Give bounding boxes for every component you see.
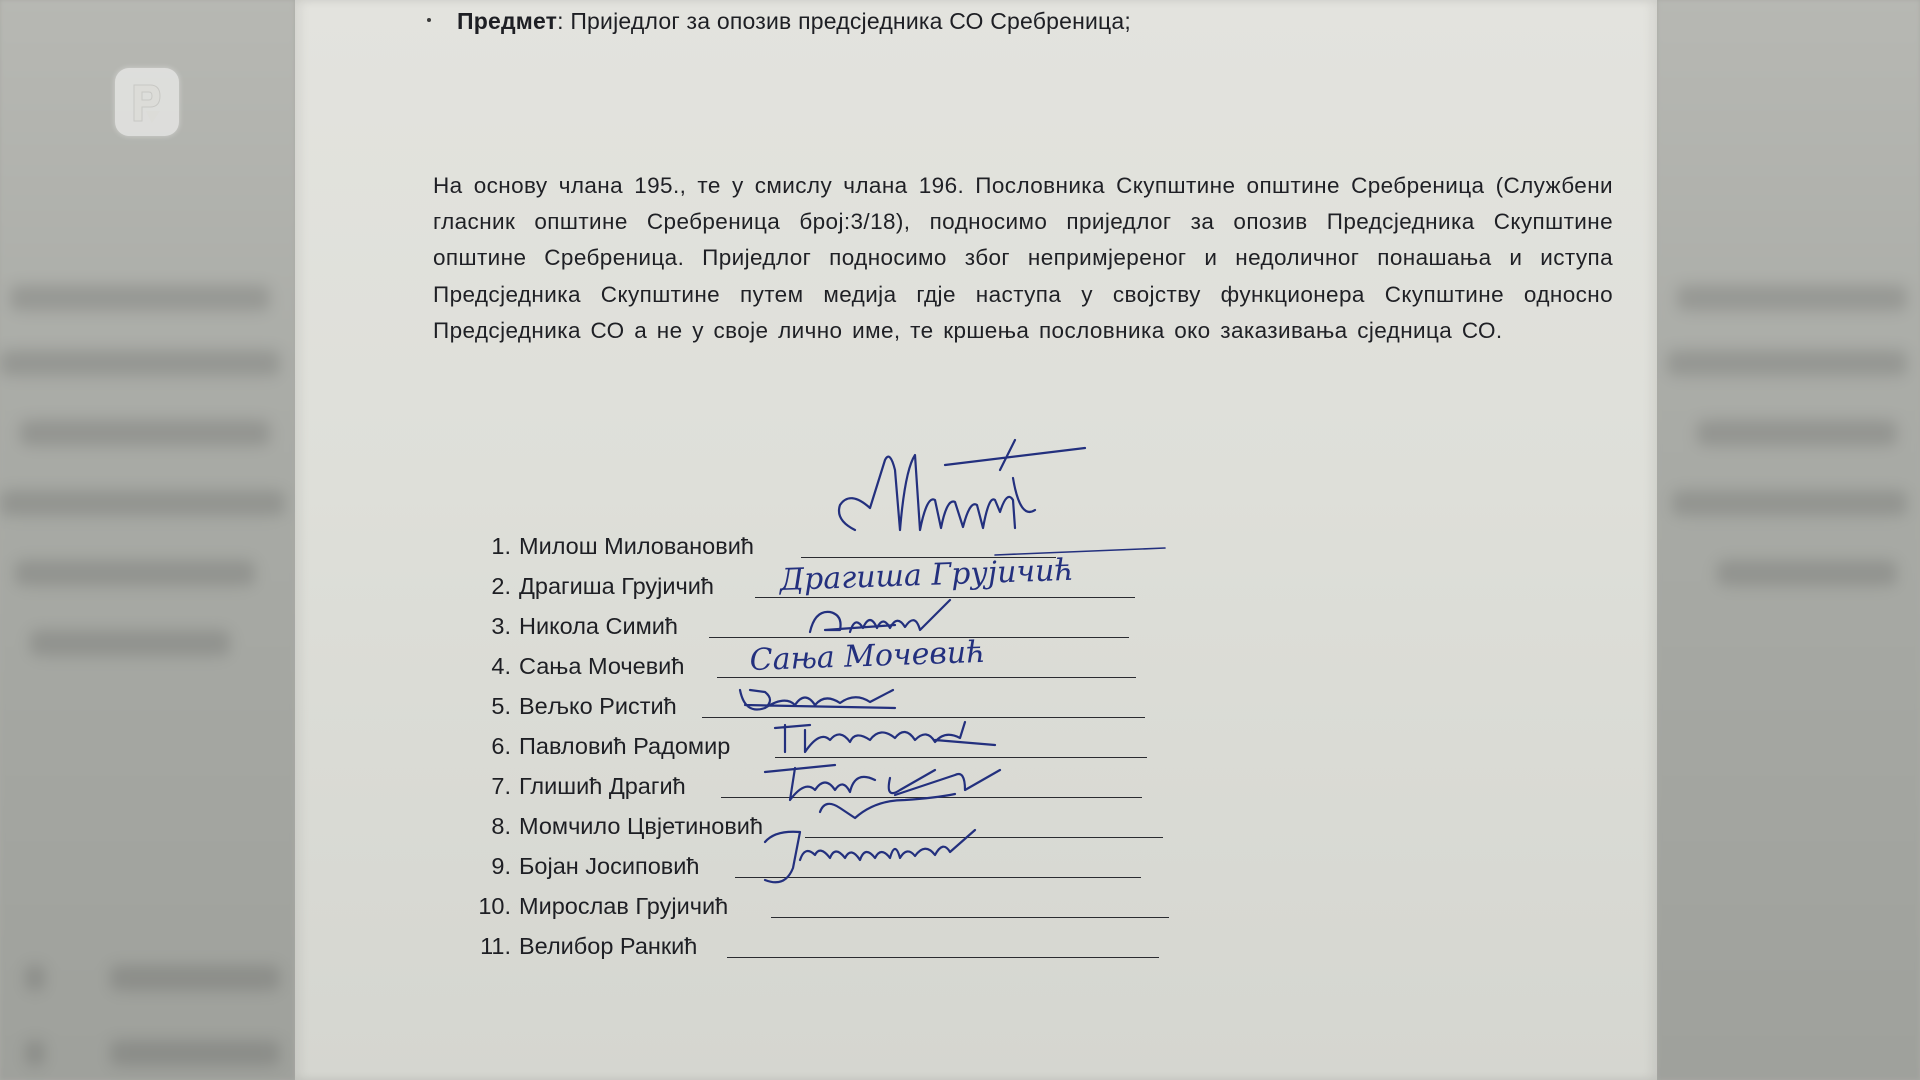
signature-line [801, 557, 1056, 558]
list-number: 8. [491, 813, 511, 839]
signatory-name: Драгиша Грујичић [519, 573, 714, 599]
list-number: 7. [491, 773, 511, 799]
blurred-background-right [1657, 0, 1920, 1080]
list-number: 1. [491, 533, 511, 559]
signature-line [771, 917, 1169, 918]
signatory-name: Никола Симић [519, 613, 678, 639]
signatory-name: Велибор Ранкић [519, 933, 698, 959]
signatory-name: Момчило Цвјетиновић [519, 813, 764, 839]
list-number: 2. [491, 573, 511, 599]
signature-line [727, 957, 1159, 958]
list-number: 4. [491, 653, 511, 679]
signature-line [721, 797, 1142, 798]
signature-line [755, 597, 1135, 598]
list-number: 11. [480, 933, 511, 959]
signatory-list [295, 0, 1657, 1080]
list-number: 6. [491, 733, 511, 759]
signature-line [709, 637, 1129, 638]
signature-line [805, 837, 1163, 838]
blurred-background-left [0, 0, 295, 1080]
list-number: 3. [491, 613, 511, 639]
signatory-name: Сања Мочевић [519, 653, 685, 679]
signature-2: Драгиша Грујичић [779, 552, 1075, 598]
signature-line [735, 877, 1141, 878]
list-number: 10. [478, 893, 511, 919]
signature-line [702, 717, 1145, 718]
signatory-name: Павловић Радомир [519, 733, 731, 759]
signatory-name: Мирослав Грујичић [519, 893, 729, 919]
list-number: 9. [491, 853, 511, 879]
station-logo-icon [115, 68, 179, 136]
signatory-name: Бојан Јосиповић [519, 853, 700, 879]
subject-label: Предмет [457, 8, 558, 34]
signatory-name: Вељко Ристић [519, 693, 677, 719]
signature-line [775, 757, 1147, 758]
signature-line [717, 677, 1136, 678]
logo-glyph-icon [132, 81, 162, 123]
subject-text: : Приједлог за опозив предсједника СО Сребреница; [557, 8, 1132, 34]
signatory-name: Милош Миловановић [519, 533, 754, 559]
signatory-name: Глишић Драгић [519, 773, 686, 799]
document-sheet [295, 0, 1657, 1080]
list-number: 5. [491, 693, 511, 719]
signature-4: Сања Мочевић [749, 634, 987, 678]
document-body: На основу члана 195., те у смислу члана 196. Пословника Скупштине општине Сребреница (Службени гласник општине Сребреница број:3/18), подносимо приједлог за опозив Предсједника Скупштине општине Сребреница. Приједлог подносимо због непримјереног и недоличног понашања и иступа Предсједника Скупштине путем медија гдје наступа у својству функционера Скупштине односно Предсједника СО а не у своје лично име, те кршења пословника око заказивања сједница СО. [433, 173, 1613, 343]
